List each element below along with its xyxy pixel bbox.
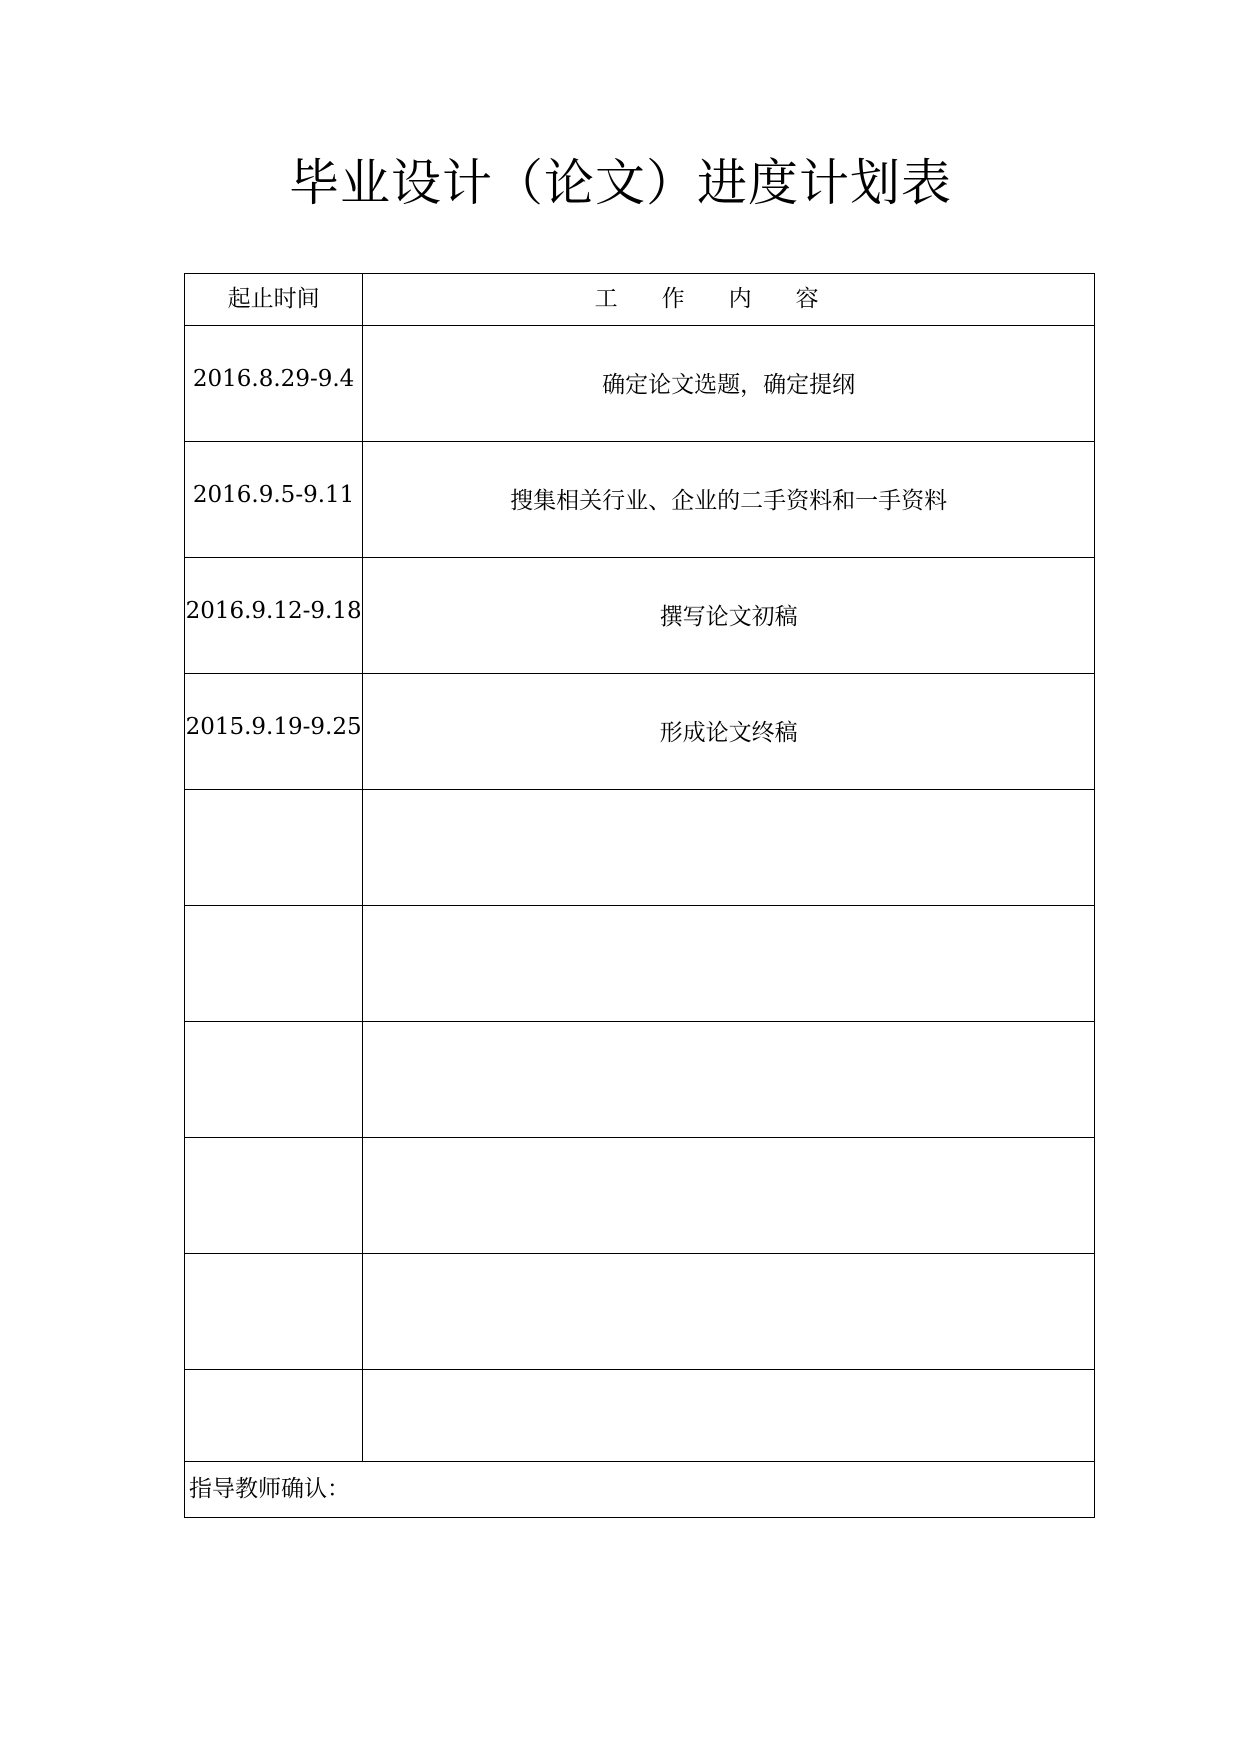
header-time: 起止时间 (185, 274, 363, 326)
work-cell (363, 1254, 1095, 1370)
table-row (185, 558, 1095, 674)
table-row (185, 442, 1095, 558)
table-row (185, 326, 1095, 442)
time-cell: 2016.8.29-9.4 (185, 326, 363, 442)
work-cell (363, 1370, 1095, 1462)
time-cell: 2015.9.19-9.25 (185, 674, 363, 790)
work-cell: 形成论文终稿 (363, 674, 1095, 790)
time-cell (185, 1370, 363, 1462)
time-cell (185, 790, 363, 906)
table-row (185, 1254, 1095, 1370)
table-row (185, 1022, 1095, 1138)
time-cell (185, 906, 363, 1022)
table-header-row (185, 274, 1095, 326)
work-cell (363, 1022, 1095, 1138)
progress-plan-table (184, 273, 1095, 1518)
table-row (185, 1138, 1095, 1254)
work-cell: 确定论文选题，确定提纲 (363, 326, 1095, 442)
time-cell: 2016.9.5-9.11 (185, 442, 363, 558)
time-cell (185, 1022, 363, 1138)
page-title: 毕业设计（论文）进度计划表 (289, 154, 952, 212)
time-cell: 2016.9.12-9.18 (185, 558, 363, 674)
table-row (185, 790, 1095, 906)
work-cell (363, 790, 1095, 906)
table-row (185, 1370, 1095, 1462)
work-cell (363, 1138, 1095, 1254)
table-row (185, 906, 1095, 1022)
header-work: 工作内容 (363, 274, 1095, 326)
advisor-confirm-label: 指导教师确认： (185, 1462, 1095, 1518)
time-cell (185, 1254, 363, 1370)
work-cell: 撰写论文初稿 (363, 558, 1095, 674)
table-row (185, 674, 1095, 790)
work-cell: 搜集相关行业、企业的二手资料和一手资料 (363, 442, 1095, 558)
advisor-confirm-row (185, 1462, 1095, 1518)
time-cell (185, 1138, 363, 1254)
work-cell (363, 906, 1095, 1022)
